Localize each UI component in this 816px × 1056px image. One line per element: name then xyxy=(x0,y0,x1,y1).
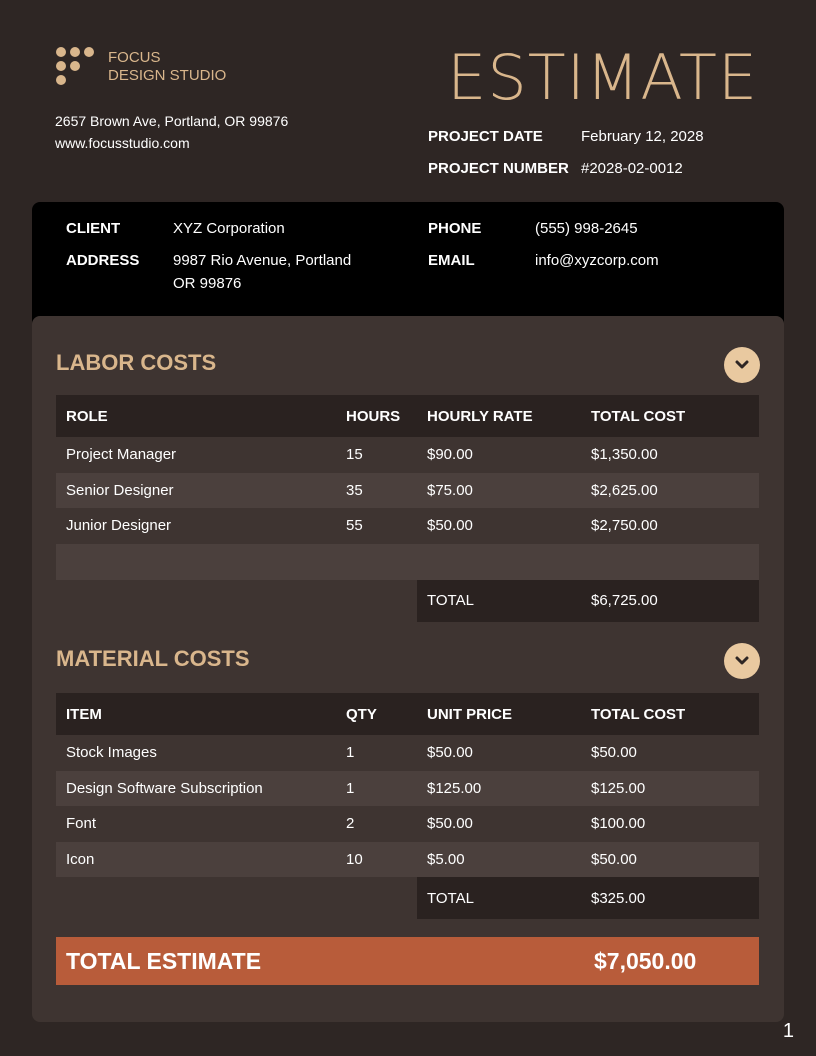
table-cell: $1,350.00 xyxy=(581,437,759,473)
table-cell: 55 xyxy=(336,508,417,544)
table-cell: $2,750.00 xyxy=(581,508,759,544)
table-cell: $2,625.00 xyxy=(581,473,759,509)
company-contact xyxy=(55,110,288,154)
client-label: CLIENT xyxy=(66,220,121,237)
table-cell: $75.00 xyxy=(417,473,581,509)
dots-grid-logo-icon xyxy=(56,47,98,87)
project-date-value: February 12, 2028 xyxy=(581,128,704,145)
document-title: ESTIMATE xyxy=(447,41,758,114)
table-cell: $5.00 xyxy=(417,842,581,878)
table-cell: Stock Images xyxy=(56,735,336,771)
table-header-row xyxy=(56,693,759,735)
company-name-line1: FOCUS xyxy=(108,49,161,66)
email-value[interactable]: info@xyzcorp.com xyxy=(535,252,659,269)
table-cell: $50.00 xyxy=(417,508,581,544)
company-logo xyxy=(56,47,226,87)
client-info-box xyxy=(32,202,784,332)
material-total-value: $325.00 xyxy=(581,877,759,919)
column-header: QTY xyxy=(336,693,417,735)
column-header: TOTAL COST xyxy=(581,693,759,735)
empty-table-row xyxy=(56,544,759,580)
column-header: HOURLY RATE xyxy=(417,395,581,437)
project-number-row xyxy=(428,160,704,192)
labor-total-value: $6,725.00 xyxy=(581,580,759,622)
table-cell: $125.00 xyxy=(581,771,759,807)
total-estimate-label: TOTAL ESTIMATE xyxy=(66,948,262,974)
labor-toggle-button[interactable] xyxy=(724,347,760,383)
table-row xyxy=(56,508,759,544)
phone-label: PHONE xyxy=(428,220,482,237)
column-header: HOURS xyxy=(336,395,417,437)
material-toggle-button[interactable] xyxy=(724,643,760,679)
labor-total-row xyxy=(56,580,759,622)
table-cell: 35 xyxy=(336,473,417,509)
table-row xyxy=(56,806,759,842)
client-value: XYZ Corporation xyxy=(173,220,285,237)
table-row xyxy=(56,473,759,509)
table-cell: $125.00 xyxy=(417,771,581,807)
project-number-value: #2028-02-0012 xyxy=(581,160,683,177)
table-cell: $50.00 xyxy=(581,735,759,771)
table-cell: $100.00 xyxy=(581,806,759,842)
table-row xyxy=(56,842,759,878)
table-header-row xyxy=(56,395,759,437)
page-number: 1 xyxy=(782,1020,794,1042)
company-website[interactable]: www.focusstudio.com xyxy=(55,135,190,151)
company-address: 2657 Brown Ave, Portland, OR 99876 xyxy=(55,113,289,129)
table-cell: 15 xyxy=(336,437,417,473)
project-meta xyxy=(428,128,704,192)
table-cell: $50.00 xyxy=(417,735,581,771)
column-header: ITEM xyxy=(56,693,336,735)
phone-value: (555) 998-2645 xyxy=(535,220,638,237)
labor-total-label: TOTAL xyxy=(417,580,581,622)
company-name xyxy=(108,49,226,85)
table-cell: $50.00 xyxy=(417,806,581,842)
table-row xyxy=(56,735,759,771)
column-header: UNIT PRICE xyxy=(417,693,581,735)
labor-costs-table xyxy=(56,395,759,622)
chevron-down-icon xyxy=(735,656,749,666)
total-estimate-value: $7,050.00 xyxy=(594,948,697,974)
labor-costs-title: LABOR COSTS xyxy=(56,350,217,375)
email-label: EMAIL xyxy=(428,252,475,269)
total-estimate-bar xyxy=(56,937,759,985)
material-costs-title: MATERIAL COSTS xyxy=(56,646,250,671)
address-label: ADDRESS xyxy=(66,252,140,269)
project-date-row xyxy=(428,128,704,160)
column-header: TOTAL COST xyxy=(581,395,759,437)
table-cell: Design Software Subscription xyxy=(56,771,336,807)
column-header: ROLE xyxy=(56,395,336,437)
material-costs-table xyxy=(56,693,759,919)
table-cell: $90.00 xyxy=(417,437,581,473)
project-date-label: PROJECT DATE xyxy=(428,128,543,145)
table-row xyxy=(56,771,759,807)
material-total-row xyxy=(56,877,759,919)
table-cell: Project Manager xyxy=(56,437,336,473)
table-cell: Icon xyxy=(56,842,336,878)
material-total-label: TOTAL xyxy=(417,877,581,919)
address-line1: 9987 Rio Avenue, Portland xyxy=(173,252,352,269)
table-cell: Junior Designer xyxy=(56,508,336,544)
project-number-label: PROJECT NUMBER xyxy=(428,160,569,177)
table-cell: 1 xyxy=(336,735,417,771)
chevron-down-icon xyxy=(735,360,749,370)
costs-panel xyxy=(32,316,784,1022)
table-row xyxy=(56,437,759,473)
table-cell: 2 xyxy=(336,806,417,842)
table-cell: 1 xyxy=(336,771,417,807)
address-line2: OR 99876 xyxy=(173,275,242,292)
table-cell: $50.00 xyxy=(581,842,759,878)
table-cell: Font xyxy=(56,806,336,842)
company-name-line2: DESIGN STUDIO xyxy=(108,67,227,84)
table-cell: 10 xyxy=(336,842,417,878)
table-cell: Senior Designer xyxy=(56,473,336,509)
